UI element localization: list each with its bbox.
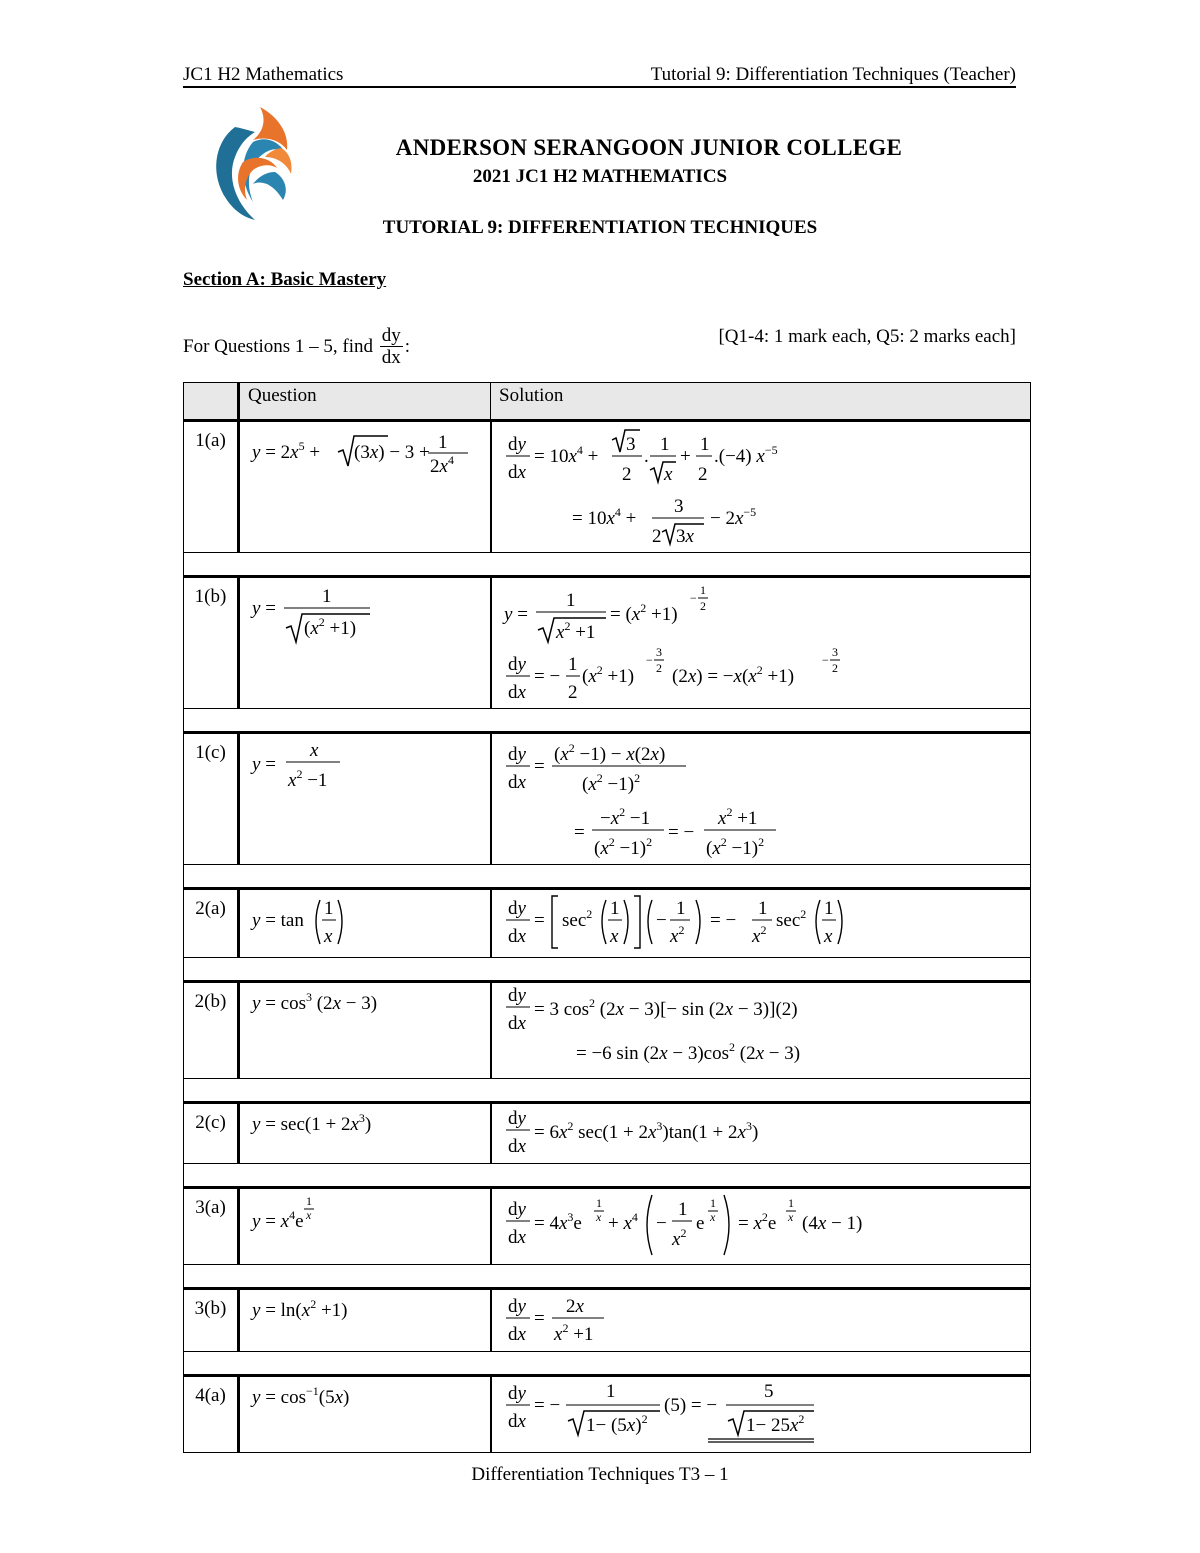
- math-question-1c: [240, 734, 490, 794]
- question-expression: [239, 1289, 491, 1352]
- math-question-4a: [240, 1377, 490, 1417]
- svg-text:dx: dx: [507, 1411, 526, 1432]
- math-solution-2c: [492, 1104, 1022, 1158]
- svg-text:x2: $x^2$: [751, 923, 766, 947]
- svg-text:3: 3: [655, 645, 662, 659]
- svg-text:= −6 sin (2x − 3)cos2 (2x − 3): = −6 $\sin (2x - 3)\cos^2$ (2x − 3): [575, 1040, 800, 1064]
- table-row: [184, 1376, 1031, 1453]
- svg-text:1: 1: [677, 1199, 687, 1220]
- question-expression: [239, 421, 491, 553]
- math-solution-2a: [492, 890, 1022, 952]
- svg-text:x2: $x^2$: [669, 923, 684, 947]
- svg-text:+: +: [679, 446, 691, 467]
- tutorial-title: TUTORIAL 9: DIFFERENTIATION TECHNIQUES: [382, 217, 818, 238]
- svg-text:−x2 −1: $-x^2 -1$: [599, 805, 650, 829]
- svg-text:e: e: [695, 1213, 704, 1234]
- svg-text:1: 1: [823, 898, 833, 919]
- svg-text:1: 1: [306, 1194, 312, 1208]
- svg-text:−: −: [821, 653, 829, 667]
- svg-text:1: 1: [438, 432, 448, 453]
- svg-text:1: 1: [699, 434, 709, 455]
- svg-text:= (x2 +1): = $(x^2 +1)$: [609, 601, 678, 625]
- svg-text:= x2e: = $x^2e$: [737, 1210, 776, 1234]
- svg-text:x: x: [310, 740, 319, 761]
- svg-text:dy: dy: [507, 1383, 526, 1404]
- svg-text:2: 2: [567, 682, 577, 703]
- math-question-1a: [240, 422, 490, 482]
- table-row: [184, 421, 1031, 553]
- svg-text:1: 1: [757, 898, 767, 919]
- question-expression: [239, 1103, 491, 1164]
- svg-text:1: 1: [565, 590, 575, 611]
- svg-text:y = cos3 (2x − 3): $y = \cos^3 (2x - 3)$: [252, 990, 378, 1014]
- svg-text:3: 3: [673, 496, 683, 517]
- math-solution-1c: [492, 734, 1022, 859]
- svg-text:3: 3: [831, 645, 838, 659]
- table-row: [184, 1103, 1031, 1164]
- svg-text:= −: = −: [533, 1395, 560, 1416]
- instruction-text: For Questions 1 – 5, find $\frac{dy}{dx}$ :: [183, 325, 411, 368]
- svg-text:+ x4: + $x^4$: [607, 1210, 638, 1234]
- svg-text:1: 1: [605, 1381, 615, 1402]
- question-expression: [239, 1376, 491, 1453]
- solution-expression: [491, 1376, 1031, 1453]
- question-number: 2(b): [184, 982, 239, 1079]
- math-question-2c: [240, 1104, 490, 1144]
- svg-text:(3x) − 3 +: (3x) − 3 +: [354, 442, 430, 463]
- solution-expression: [491, 982, 1031, 1079]
- svg-text:= −: = −: [709, 910, 736, 931]
- svg-text:x: x: [787, 1210, 793, 1224]
- svg-text:y = ln(x2 +1): $y = \ln(x^2 +1)$: [252, 1297, 348, 1321]
- question-number: 1(c): [184, 733, 239, 865]
- table-row: [184, 982, 1031, 1079]
- solution-expression: [491, 1289, 1031, 1352]
- svg-text:− 2x−5: − $2x^{-5}$: [709, 505, 756, 529]
- svg-text:1: 1: [699, 583, 706, 597]
- svg-text:3: 3: [625, 434, 635, 455]
- svg-text:y = tan: y = tan: [252, 910, 304, 931]
- solution-expression: [491, 577, 1031, 709]
- solution-expression: [491, 1103, 1031, 1164]
- solutions-table: [183, 382, 1031, 1453]
- svg-text:= 10x4 +: = $10x^4$ +: [533, 443, 598, 467]
- svg-text:dx: dx: [507, 1324, 526, 1345]
- table-spacer: [184, 865, 1031, 889]
- table-row: [184, 1188, 1031, 1265]
- table-row: [184, 889, 1031, 958]
- svg-text:dy: dy: [507, 898, 526, 919]
- svg-text:−: −: [645, 653, 653, 667]
- svg-text:dx: dx: [507, 1013, 526, 1034]
- svg-text:x: x: [823, 926, 832, 947]
- svg-text:= −: = −: [533, 666, 560, 687]
- math-solution-3a: [492, 1189, 1022, 1259]
- question-number: 1(a): [184, 421, 239, 553]
- svg-text:y = 2x5 +: $y = 2x^5$ +: [252, 439, 321, 463]
- svg-text:(x2 +1): $(x^2 +1)$: [581, 663, 634, 687]
- svg-text:= 3 cos2 (2x − 3)[− sin (2x −: = 3 $\cos^2 (2x - 3)[- \sin (2x - 3)](2)$: [533, 996, 798, 1020]
- table-spacer: [184, 553, 1031, 577]
- svg-text:2: 2: [699, 599, 706, 613]
- table-spacer: [184, 709, 1031, 733]
- svg-text:=: =: [533, 756, 545, 777]
- college-name: ANDERSON SERANGOON JUNIOR COLLEGE: [395, 135, 903, 160]
- svg-text:y =: y =: [503, 604, 528, 625]
- svg-text:(x2 −1)2: $(x^2 -1)^2$: [593, 835, 652, 859]
- svg-text:dy: dy: [507, 1199, 526, 1220]
- svg-text:= 4x3e: = $4x^3e$: [533, 1210, 582, 1234]
- question-number: 3(a): [184, 1188, 239, 1265]
- table-spacer: [184, 1164, 1031, 1188]
- svg-text:dy: dy: [507, 1108, 526, 1129]
- svg-text:3x: 3x: [675, 526, 694, 547]
- svg-text:−: −: [655, 1213, 667, 1234]
- svg-text:1− (5x)2: $1- (5x)^2$: [585, 1412, 648, 1436]
- svg-text:2: 2: [651, 526, 661, 547]
- svg-text:x: x: [324, 926, 333, 947]
- question-expression: [239, 733, 491, 865]
- svg-text:y = cos−1(5x): $y = \cos^{-1}(5x)$: [252, 1384, 350, 1408]
- svg-text:dy: dy: [507, 1296, 526, 1317]
- table-spacer: [184, 1079, 1031, 1103]
- svg-text:dy: dy: [507, 434, 526, 455]
- svg-text:1: 1: [709, 1196, 716, 1210]
- table-spacer: [184, 958, 1031, 982]
- course-title: 2021 JC1 H2 MATHEMATICS: [472, 166, 728, 187]
- svg-text:x2: $x^2$: [671, 1226, 686, 1250]
- question-expression: [239, 1188, 491, 1265]
- svg-text:(x2 −1)2: $(x^2 -1)^2$: [705, 835, 764, 859]
- svg-text:x: x: [306, 1208, 312, 1222]
- svg-text:=: =: [533, 910, 545, 931]
- svg-text:dx: dx: [507, 1227, 526, 1248]
- svg-text:=: =: [533, 1308, 545, 1329]
- question-expression: [239, 982, 491, 1079]
- solution-expression: [491, 733, 1031, 865]
- svg-text:dx: dx: [507, 926, 526, 947]
- svg-text:1− 25x2: $1- 25x^2$: [745, 1412, 804, 1436]
- page-footer: Differentiation Techniques T3 – 1: [471, 1464, 729, 1485]
- svg-text:(x2 +1): $(x^2 +1)$: [304, 615, 357, 639]
- header-right: Tutorial 9: Differentiation Techniques (Teacher): [650, 64, 1016, 85]
- svg-text:sec2: $\sec^2$: [775, 907, 806, 931]
- marks-allocation: [Q1-4: 1 mark each, Q5: 2 marks each]: [718, 326, 1016, 347]
- math-question-2b: [240, 983, 490, 1023]
- svg-text:2: 2: [831, 661, 838, 675]
- svg-text:−: −: [655, 910, 667, 931]
- svg-text:2: 2: [697, 464, 707, 485]
- svg-text:1: 1: [322, 586, 332, 607]
- svg-text:x: x: [609, 926, 618, 947]
- math-question-1b: [240, 578, 490, 648]
- table-row: [184, 1289, 1031, 1352]
- college-logo: [205, 102, 305, 222]
- svg-text:(4x − 1): (4x − 1): [801, 1213, 862, 1234]
- question-expression: [239, 577, 491, 709]
- svg-text:.: .: [643, 446, 649, 467]
- svg-text:x2 −1: $x^2 -1$: [288, 767, 328, 791]
- svg-text:(x2 −1)2: $(x^2 -1)^2$: [581, 771, 640, 795]
- svg-text:dy: dy: [507, 654, 526, 675]
- svg-text:x: x: [663, 464, 672, 485]
- table-row: [184, 733, 1031, 865]
- svg-text:=: =: [573, 822, 585, 843]
- svg-text:sec2: $\sec^2$: [561, 907, 592, 931]
- section-heading: Section A: Basic Mastery: [183, 269, 387, 290]
- math-question-3b: [240, 1290, 490, 1330]
- svg-text:2x4: $2x^4$: [430, 453, 454, 477]
- question-expression: [239, 889, 491, 958]
- question-number: 3(b): [184, 1289, 239, 1352]
- svg-text:x2 +1: $x^2 +1$: [553, 1321, 593, 1345]
- svg-text:−: −: [689, 591, 697, 605]
- math-solution-2b: [492, 983, 1022, 1073]
- svg-text:(2x) = −x(x2 +1): $(2x) = -x(x^2 +1)$: [671, 663, 794, 687]
- svg-text:1: 1: [324, 898, 334, 919]
- svg-text:x: x: [709, 1210, 715, 1224]
- svg-text:1: 1: [567, 654, 577, 675]
- svg-text:(5) = −: (5) = −: [663, 1395, 717, 1416]
- svg-text:dy: dy: [507, 985, 526, 1006]
- svg-text:1: 1: [595, 1196, 602, 1210]
- svg-text:= 6x2 sec(1 + 2x3)tan(1 + 2x3): = $6x^2$ $\sec(1 + 2x^3)\tan(1 + 2x^3)$: [533, 1119, 758, 1143]
- header-num: [184, 383, 239, 421]
- svg-text:2x: 2x: [565, 1296, 584, 1317]
- math-solution-1a: [492, 422, 1022, 547]
- table-header-row: [184, 383, 1031, 421]
- solution-expression: [491, 1188, 1031, 1265]
- math-question-2a: [240, 890, 490, 952]
- svg-text:1: 1: [609, 898, 619, 919]
- svg-text:dx: dx: [507, 682, 526, 703]
- svg-text:y = sec(1 + 2x3): $y = \sec(1 + 2x^3)$: [252, 1111, 372, 1135]
- svg-text:dx: dx: [507, 772, 526, 793]
- svg-text:5: 5: [763, 1381, 773, 1402]
- table-spacer: [184, 1265, 1031, 1289]
- svg-text:y =: y =: [252, 754, 276, 775]
- svg-text:.(−4) x−5: .(−4) $x^{-5}$: [713, 443, 778, 467]
- svg-text:2: 2: [621, 464, 631, 485]
- table-row: [184, 577, 1031, 709]
- svg-text:1: 1: [659, 434, 669, 455]
- svg-text:dx: dx: [507, 1136, 526, 1157]
- svg-text:1: 1: [787, 1196, 794, 1210]
- svg-text:= −: = −: [667, 822, 694, 843]
- solution-expression: [491, 421, 1031, 553]
- svg-text:y = x4e: $y = x^4e$: [252, 1208, 304, 1232]
- svg-text:(x2 −1) − x(2x): $(x^2 -1) - x(2x)$: [553, 741, 665, 765]
- question-number: 4(a): [184, 1376, 239, 1453]
- table-spacer: [184, 1352, 1031, 1376]
- math-solution-3b: [492, 1290, 1022, 1346]
- question-number: 1(b): [184, 577, 239, 709]
- svg-text:x2 +1: $x^2 +1$: [717, 805, 757, 829]
- header-question: Question: [239, 383, 491, 421]
- svg-text:x: x: [595, 1210, 601, 1224]
- svg-text:x2 +1: $x^2 +1$: [555, 619, 595, 643]
- question-number: 2(a): [184, 889, 239, 958]
- header-rule: [183, 86, 1016, 88]
- header-solution: Solution: [491, 383, 1031, 421]
- math-solution-4a: [492, 1377, 1022, 1447]
- svg-text:y =: y =: [252, 598, 276, 619]
- svg-text:= 10x4 +: = $10x^4$ +: [571, 505, 636, 529]
- question-number: 2(c): [184, 1103, 239, 1164]
- svg-text:dx: dx: [507, 462, 526, 483]
- math-question-3a: [240, 1189, 490, 1251]
- header-left: JC1 H2 Mathematics: [183, 64, 344, 85]
- math-solution-1b: [492, 578, 1022, 703]
- svg-text:2: 2: [655, 661, 662, 675]
- svg-text:1: 1: [675, 898, 685, 919]
- solution-expression: [491, 889, 1031, 958]
- svg-text:dy: dy: [507, 744, 526, 765]
